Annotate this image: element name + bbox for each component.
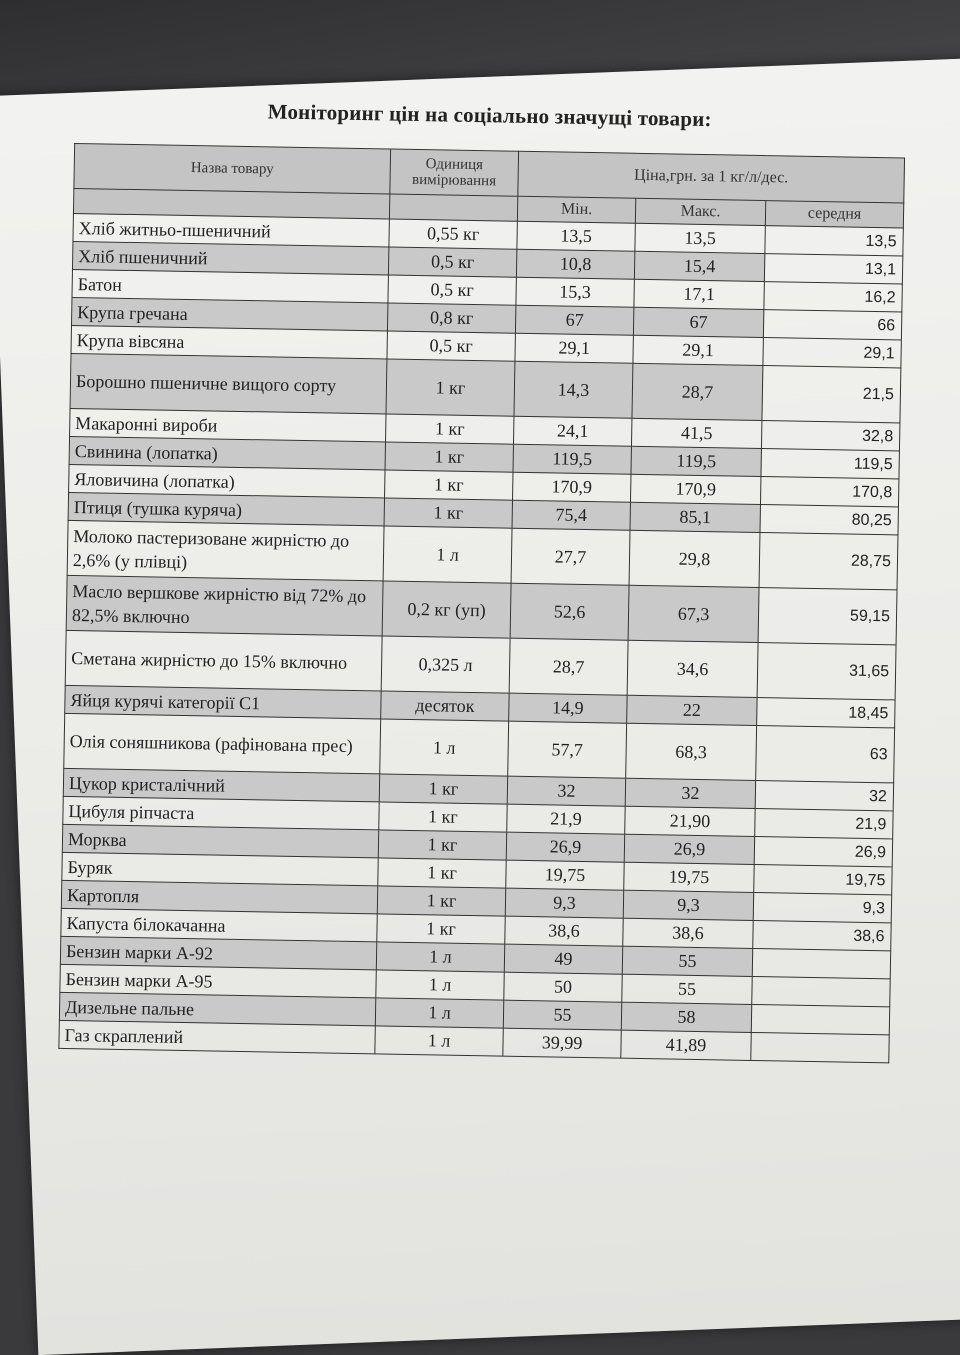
avg-price-cell: 32 <box>755 780 893 810</box>
min-price-cell: 21,9 <box>507 804 625 834</box>
min-price-cell: 55 <box>503 1000 621 1030</box>
unit-cell: 1 л <box>383 526 512 583</box>
product-name-cell: Птиця (тушка куряча) <box>68 492 384 526</box>
unit-cell: 0,8 кг <box>387 303 515 333</box>
avg-price-cell: 16,2 <box>764 282 902 312</box>
max-price-cell: 19,75 <box>624 862 754 892</box>
max-price-cell: 34,6 <box>627 640 758 697</box>
unit-cell: 1 л <box>376 942 504 972</box>
max-price-cell: 21,90 <box>625 806 755 836</box>
unit-cell: 1 кг <box>385 470 513 500</box>
product-name-cell: Цибуля ріпчаста <box>63 796 379 830</box>
max-price-cell: 29,1 <box>633 335 763 365</box>
min-price-cell: 57,7 <box>508 721 627 778</box>
avg-price-cell <box>751 1032 889 1062</box>
min-price-cell: 28,7 <box>509 638 628 695</box>
header-price: Ціна,грн. за 1 кг/л/дес. <box>518 151 905 203</box>
avg-price-cell: 26,9 <box>754 836 892 866</box>
unit-cell: 0,2 кг (уп) <box>382 581 511 638</box>
product-name-cell: Газ скраплений <box>59 1020 375 1054</box>
min-price-cell: 27,7 <box>511 528 630 585</box>
unit-cell: 1 кг <box>386 414 514 444</box>
product-name-cell: Яловичина (лопатка) <box>69 464 385 498</box>
unit-cell: 1 кг <box>386 359 515 416</box>
subheader-empty-unit <box>389 194 517 221</box>
product-name-cell: Борошно пшеничне вищого сорту <box>70 353 387 414</box>
subheader-avg: середня <box>765 201 903 228</box>
avg-price-cell: 38,6 <box>753 920 891 950</box>
max-price-cell: 9,3 <box>623 890 753 920</box>
min-price-cell: 67 <box>515 305 633 335</box>
unit-cell: 1 кг <box>378 858 506 888</box>
max-price-cell: 29,8 <box>629 530 760 587</box>
unit-cell: 1 л <box>380 719 509 776</box>
unit-cell: 0,325 л <box>381 636 510 693</box>
unit-cell: 1 кг <box>385 442 513 472</box>
product-name-cell: Свинина (лопатка) <box>69 436 385 470</box>
max-price-cell: 41,5 <box>631 418 761 448</box>
product-name-cell: Хліб житньо-пшеничний <box>73 213 389 247</box>
product-name-cell: Молоко пастеризоване жирністю до 2,6% (у плівці) <box>67 520 384 581</box>
avg-price-cell <box>752 948 890 978</box>
product-name-cell: Олія соняшникова (рафінована прес) <box>64 713 381 774</box>
avg-price-cell: 80,25 <box>760 505 898 535</box>
unit-cell: 1 кг <box>384 498 512 528</box>
product-name-cell: Морква <box>62 824 378 858</box>
min-price-cell: 14,9 <box>509 693 627 723</box>
min-price-cell: 26,9 <box>506 832 624 862</box>
avg-price-cell: 32,8 <box>761 421 899 451</box>
price-table <box>58 143 905 1063</box>
min-price-cell: 52,6 <box>510 583 629 640</box>
max-price-cell: 41,89 <box>621 1030 751 1060</box>
unit-cell: 1 кг <box>379 774 507 804</box>
product-name-cell: Картопля <box>61 880 377 914</box>
max-price-cell: 58 <box>621 1002 751 1032</box>
header-name: Назва товару <box>74 144 391 195</box>
product-name-cell: Сметана жирністю до 15% включно <box>65 630 382 691</box>
max-price-cell: 13,5 <box>635 223 765 253</box>
product-name-cell: Яйця курячі категорії С1 <box>65 685 381 719</box>
min-price-cell: 29,1 <box>515 333 633 363</box>
max-price-cell: 67 <box>633 307 763 337</box>
subheader-min: Мін. <box>517 196 635 223</box>
product-name-cell: Бензин марки А-92 <box>60 936 376 970</box>
max-price-cell: 170,9 <box>630 474 760 504</box>
max-price-cell: 85,1 <box>630 502 760 532</box>
min-price-cell: 39,99 <box>503 1028 621 1058</box>
unit-cell: 1 кг <box>377 886 505 916</box>
header-unit: Одиниця вимірювання <box>390 149 519 196</box>
avg-price-cell: 18,45 <box>757 697 895 727</box>
avg-price-cell: 29,1 <box>763 338 901 368</box>
product-name-cell: Буряк <box>62 852 378 886</box>
avg-price-cell: 119,5 <box>761 449 899 479</box>
unit-cell: десяток <box>381 691 509 721</box>
max-price-cell: 55 <box>622 946 752 976</box>
min-price-cell: 15,3 <box>516 277 634 307</box>
max-price-cell: 15,4 <box>634 251 764 281</box>
max-price-cell: 38,6 <box>623 918 753 948</box>
document-title: Моніторинг цін на соціально значущі товари: <box>267 99 712 132</box>
unit-cell: 1 л <box>375 1026 503 1056</box>
avg-price-cell <box>752 976 890 1006</box>
product-name-cell: Макаронні вироби <box>70 408 386 442</box>
unit-cell: 1 кг <box>379 802 507 832</box>
avg-price-cell: 63 <box>756 725 895 782</box>
avg-price-cell: 31,65 <box>757 643 896 700</box>
avg-price-cell: 21,9 <box>755 808 893 838</box>
min-price-cell: 32 <box>507 776 625 806</box>
avg-price-cell: 66 <box>763 310 901 340</box>
avg-price-cell: 19,75 <box>754 864 892 894</box>
avg-price-cell: 21,5 <box>762 366 901 423</box>
avg-price-cell <box>751 1004 889 1034</box>
min-price-cell: 38,6 <box>505 916 623 946</box>
product-name-cell: Крупа вівсяна <box>71 325 387 359</box>
unit-cell: 1 л <box>375 998 503 1028</box>
max-price-cell: 28,7 <box>632 363 763 420</box>
min-price-cell: 14,3 <box>514 361 633 418</box>
min-price-cell: 49 <box>504 944 622 974</box>
subheader-max: Макс. <box>635 198 765 225</box>
min-price-cell: 10,8 <box>516 249 634 279</box>
min-price-cell: 119,5 <box>513 444 631 474</box>
product-name-cell: Бензин марки А-95 <box>60 964 376 998</box>
product-name-cell: Цукор кристалічний <box>63 768 379 802</box>
product-name-cell: Крупа гречана <box>71 297 387 331</box>
unit-cell: 1 кг <box>378 830 506 860</box>
avg-price-cell: 28,75 <box>759 533 898 590</box>
max-price-cell: 17,1 <box>634 279 764 309</box>
max-price-cell: 32 <box>625 778 755 808</box>
avg-price-cell: 59,15 <box>758 588 897 645</box>
product-name-cell: Дизельне пальне <box>59 992 375 1026</box>
max-price-cell: 55 <box>622 974 752 1004</box>
avg-price-cell: 13,5 <box>765 226 903 256</box>
product-name-cell: Капуста білокачанна <box>61 908 377 942</box>
avg-price-cell: 170,8 <box>760 477 898 507</box>
min-price-cell: 24,1 <box>513 416 631 446</box>
avg-price-cell: 9,3 <box>753 892 891 922</box>
max-price-cell: 119,5 <box>631 446 761 476</box>
max-price-cell: 67,3 <box>628 585 759 642</box>
min-price-cell: 75,4 <box>512 500 630 530</box>
min-price-cell: 170,9 <box>513 472 631 502</box>
max-price-cell: 68,3 <box>626 723 757 780</box>
product-name-cell: Масло вершкове жирністю від 72% до 82,5% включно <box>66 575 383 636</box>
min-price-cell: 9,3 <box>505 888 623 918</box>
unit-cell: 0,5 кг <box>388 275 516 305</box>
min-price-cell: 19,75 <box>506 860 624 890</box>
unit-cell: 1 кг <box>377 914 505 944</box>
product-name-cell: Хліб пшеничний <box>72 241 388 275</box>
unit-cell: 0,55 кг <box>389 219 517 249</box>
unit-cell: 0,5 кг <box>388 247 516 277</box>
max-price-cell: 26,9 <box>624 834 754 864</box>
min-price-cell: 50 <box>504 972 622 1002</box>
product-name-cell: Батон <box>72 269 388 303</box>
avg-price-cell: 13,1 <box>764 254 902 284</box>
unit-cell: 1 л <box>376 970 504 1000</box>
document-content <box>58 96 905 1063</box>
max-price-cell: 22 <box>627 695 757 725</box>
min-price-cell: 13,5 <box>517 221 635 251</box>
unit-cell: 0,5 кг <box>387 331 515 361</box>
table-body <box>59 213 903 1062</box>
